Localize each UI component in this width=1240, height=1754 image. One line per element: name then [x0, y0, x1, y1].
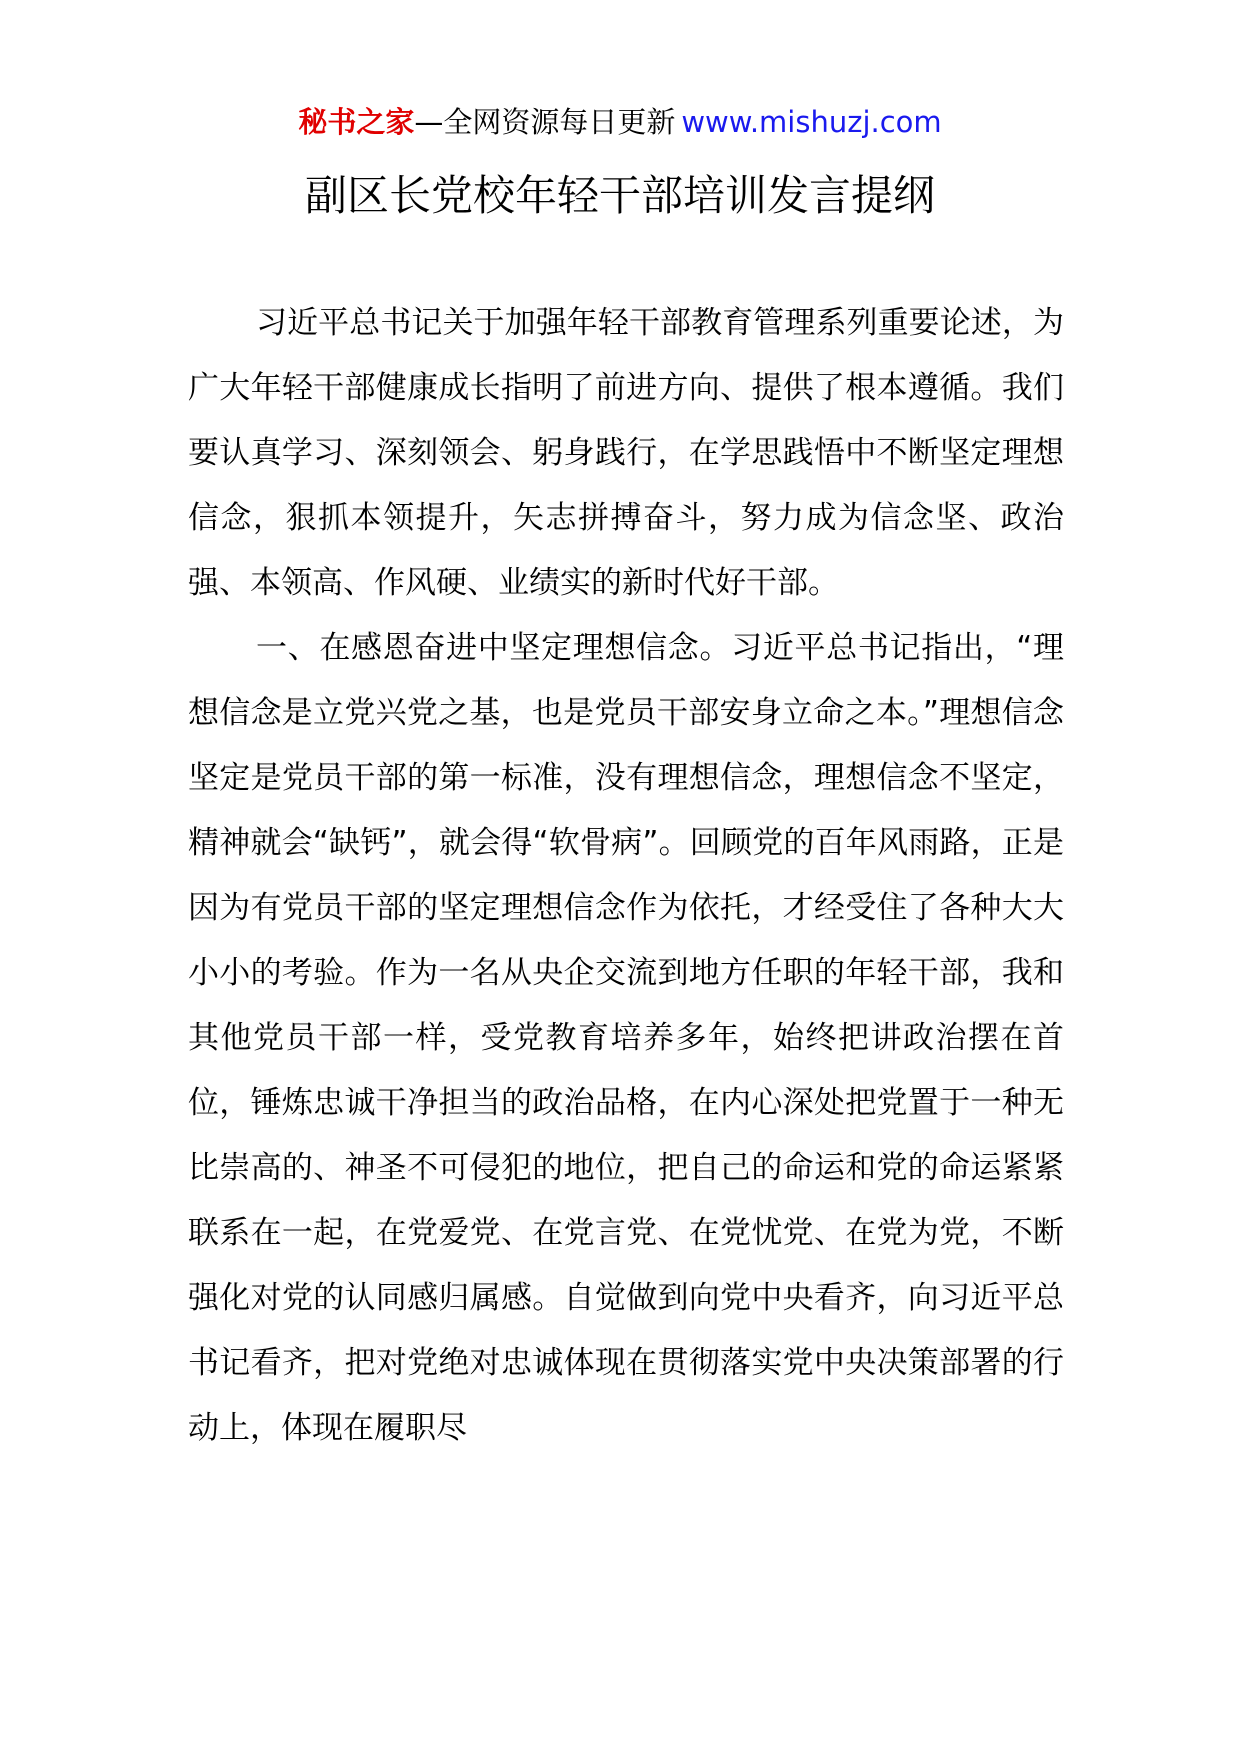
site-brand: 秘书之家 — [298, 105, 415, 139]
document-title: 副区长党校年轻干部培训发言提纲 — [304, 171, 935, 220]
paragraph-intro: 习近平总书记关于加强年轻干部教育管理系列重要论述，为广大年轻干部健康成长指明了前进方向、提供了根本遵循。我们要认真学习、深刻领会、躬身践行，在学思践悟中不断坚定理想信念，狠抓本领提升，矢志拼搏奋斗，努力成为信念坚、政治强、本领高、作风硬、业绩实的新时代好干部。 — [188, 305, 1064, 601]
paragraph-section-1: 一、在感恩奋进中坚定理想信念。习近平总书记指出，“理想信念是立党兴党之基，也是党员干部安身立命之本。”理想信念坚定是党员干部的第一标准，没有理想信念，理想信念不坚定，精神就会“缺钙”，就会得“软骨病”。回顾党的百年风雨路，正是因为有党员干部的坚定理想信念作为依托，才经受住了各种大大小小的考验。作为一名从央企交流到地方任职的年轻干部，我和其他党员干部一样，受党教育培养多年，始终把讲政治摆在首位，锤炼忠诚干净担当的政治品格，在内心深处把党置于一种无比崇高的、神圣不可侵犯的地位，把自己的命运和党的命运紧紧联系在一起，在党爱党、在党言党、在党忧党、在党为党，不断强化对党的认同感归属感。自觉做到向党中央看齐，向习近平总书记看齐，把对党绝对忠诚体现在贯彻落实党中央决策部署的行动上，体现在履职尽 — [188, 630, 1064, 1446]
document-body — [188, 291, 1064, 1461]
site-tagline: —全网资源每日更新 — [414, 105, 676, 139]
site-url-link[interactable]: www.mishuzj.com — [681, 105, 942, 139]
site-header — [0, 100, 1240, 144]
